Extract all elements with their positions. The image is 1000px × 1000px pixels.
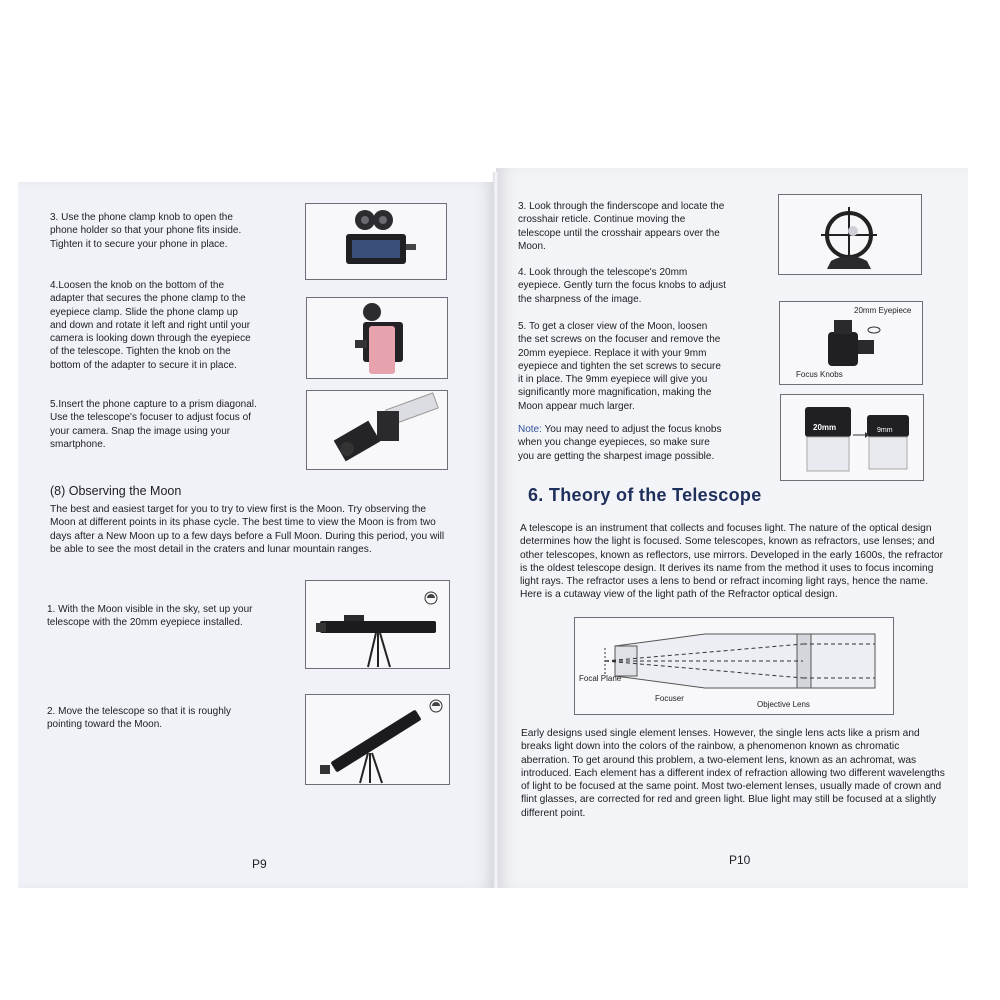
theory-paragraph-1: A telescope is an instrument that collects and focuses light. The nature of the optical design determines how the light is focused. Some telescopes, known as refractors, use lenses; and other telescopes, known as reflectors, use mirrors. Developed in the early 1600s, the refractor is the oldest telescope design. It derives its name from the method it uses to focus incoming light rays. The refractor uses a lens to bend or refract incoming light rays, hence the name. Here is a cutaway view of the light path of the Refractor optical design. bbox=[520, 523, 943, 601]
focus-note bbox=[518, 423, 721, 463]
eyepiece-20mm-label: 20mm bbox=[813, 423, 837, 432]
objective-lens-caption: Objective Lens bbox=[757, 700, 810, 709]
phone-diagonal-figure bbox=[306, 390, 448, 470]
refractor-cutaway-figure bbox=[574, 617, 894, 715]
eyepiece-comparison-figure bbox=[780, 394, 924, 481]
focuser-eyepiece-figure bbox=[779, 301, 923, 385]
eyepiece-9mm-label: 9mm bbox=[877, 427, 893, 434]
telescope-setup-figure bbox=[305, 580, 450, 669]
theory-title: 6. Theory of the Telescope bbox=[528, 485, 762, 505]
moon-step-3: 3. Look through the finderscope and locate the crosshair reticle. Continue moving the telescope until the crosshair appears over the Moon. bbox=[518, 201, 725, 252]
phone-clamp-figure bbox=[305, 203, 447, 280]
book-spine bbox=[493, 172, 499, 888]
phone-adapter-step-3: 3. Use the phone clamp knob to open the phone holder so that your phone fits inside. Tighten it to secure your phone in place. bbox=[50, 212, 242, 250]
page-number-right: P10 bbox=[729, 853, 751, 867]
page-number-left: P9 bbox=[252, 857, 267, 871]
crosshair-figure bbox=[778, 194, 922, 275]
focuser-caption: Focuser bbox=[655, 694, 684, 703]
focal-plane-caption: Focal Plane bbox=[579, 674, 622, 683]
phone-adapter-step-5: 5.Insert the phone capture to a prism diagonal. Use the telescope's focuser to adjust focus of your camera. Snap the image using your smartphone. bbox=[50, 399, 257, 450]
note-text: You may need to adjust the focus knobs when you change eyepieces, so make sure you are getting the sharpest image possible. bbox=[518, 424, 722, 462]
moon-step-4: 4. Look through the telescope's 20mm eyepiece. Gently turn the focus knobs to adjust the sharpness of the image. bbox=[518, 267, 726, 305]
observing-moon-intro: The best and easiest target for you to try to view first is the Moon. Try observing the Moon at different points in its phase cycle. The best time to view the Moon is from two days after a New Moon up to a few days before a Full Moon. During this period, you will be able to see the most detail in the craters and lunar mountain ranges. bbox=[50, 504, 445, 555]
moon-step-5: 5. To get a closer view of the Moon, loosen the set screws on the focuser and remove the 20mm eyepiece. Replace it with your 9mm eyepiece and tighten the set screws to secure it in place. The 9mm eyepiece will give you significantly more magnification, making the Moon appear much larger. bbox=[518, 321, 721, 412]
telescope-pointing-figure bbox=[305, 694, 450, 785]
eyepiece-caption: 20mm Eyepiece bbox=[854, 306, 912, 315]
moon-step-1: 1. With the Moon visible in the sky, set up your telescope with the 20mm eyepiece installed. bbox=[47, 604, 253, 629]
theory-paragraph-2: Early designs used single element lenses. However, the single lens acts like a prism and breaks light down into the colors of the rainbow, a phenomenon known as chromatic aberration. To get around this problem, a two-element lens, known as an achromat, was introduced. Each element has a different index of refraction allowing two different wavelengths of light to be focused at the same point. Most two-element lenses, usually made of crown and flint glasses, are corrected for red and green light. Blue light may still be focused at a slightly different point. bbox=[521, 728, 945, 819]
note-label: Note: bbox=[518, 424, 542, 435]
phone-adapter-figure bbox=[306, 297, 448, 379]
moon-step-2: 2. Move the telescope so that it is roughly pointing toward the Moon. bbox=[47, 706, 231, 731]
observing-moon-title: (8) Observing the Moon bbox=[50, 484, 182, 498]
phone-adapter-step-4: 4.Loosen the knob on the bottom of the adapter that secures the phone clamp to the eyepiece clamp. Slide the phone clamp up and down and rotate it left and right until your camera is looking down through the eyepiece of the telescope. Tighten the knob on the bottom of the adapter to secure it in place. bbox=[50, 280, 251, 371]
focus-knobs-caption: Focus Knobs bbox=[796, 370, 843, 379]
